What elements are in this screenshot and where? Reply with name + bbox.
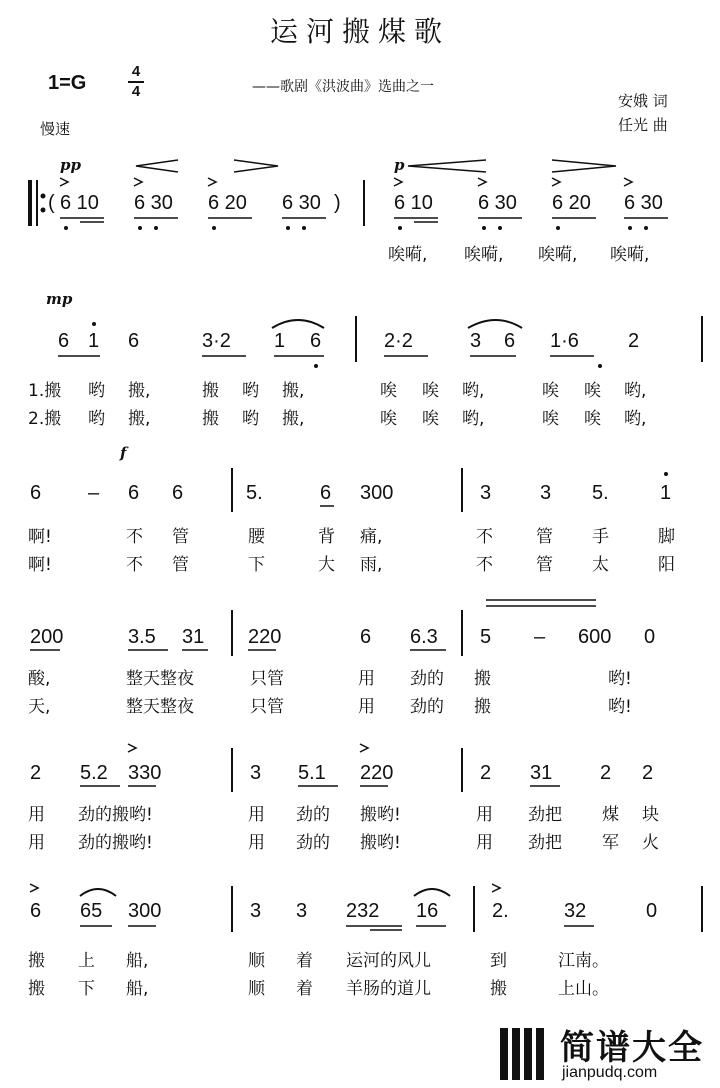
lyric-line bbox=[28, 522, 708, 546]
lyric-syllable: 唉嗬, bbox=[610, 245, 650, 265]
repeat-dot bbox=[41, 208, 46, 213]
lyric-syllable: 唉 bbox=[542, 409, 559, 429]
octave-dot bbox=[498, 226, 502, 230]
accent bbox=[394, 178, 402, 186]
lyric-syllable: 搬 bbox=[474, 697, 491, 717]
lyric-syllable: 背 bbox=[318, 527, 335, 547]
lyric-syllable: 用 bbox=[476, 833, 493, 853]
lyric-syllable: 搬 bbox=[490, 979, 507, 999]
octave-dot bbox=[628, 226, 632, 230]
note: 6 bbox=[30, 482, 42, 504]
octave-dot bbox=[664, 472, 668, 476]
lyric-syllable: 不 bbox=[126, 555, 143, 575]
note: 6 bbox=[172, 482, 184, 504]
lyric-syllable: 哟 bbox=[88, 409, 105, 429]
lyric-syllable: 搬 bbox=[202, 381, 219, 401]
lyric-syllable: 哟, bbox=[624, 381, 647, 401]
lyric-syllable: 哟 bbox=[88, 381, 105, 401]
note: 2 bbox=[30, 762, 42, 784]
lyric-syllable: 1.搬 bbox=[28, 381, 62, 401]
lyric-syllable: 管 bbox=[172, 527, 189, 547]
accent bbox=[208, 178, 216, 186]
note-group: 330 bbox=[128, 762, 162, 784]
lyric-syllable: 船, bbox=[126, 979, 149, 999]
lyric-syllable: 2.搬 bbox=[28, 409, 62, 429]
lyric-syllable: 搬, bbox=[128, 381, 151, 401]
octave-dot bbox=[314, 364, 318, 368]
accent bbox=[128, 744, 136, 752]
note: 3·2 bbox=[202, 330, 231, 352]
note-group: 600 bbox=[578, 626, 612, 648]
octave-dot bbox=[598, 364, 602, 368]
lyric-syllable: 脚 bbox=[658, 527, 675, 547]
lyric-line bbox=[28, 974, 708, 998]
lyric-syllable: 唉 bbox=[380, 381, 397, 401]
rest: 0 bbox=[644, 626, 656, 648]
lyric-syllable: 唉 bbox=[584, 409, 601, 429]
octave-dot bbox=[286, 226, 290, 230]
lyric-syllable: 块 bbox=[642, 805, 659, 825]
note-group: 6 10 bbox=[60, 192, 99, 214]
lyric-syllable: 管 bbox=[172, 555, 189, 575]
note: 2. bbox=[492, 900, 509, 922]
logo-url: jianpudq.com bbox=[562, 1064, 658, 1081]
slur bbox=[80, 889, 116, 896]
tempo-marking: 慢速 bbox=[40, 120, 71, 138]
note: 5 bbox=[480, 626, 492, 648]
key-signature: 1=G bbox=[48, 72, 87, 94]
note-group: 32 bbox=[564, 900, 587, 922]
lyric-syllable: 劲的 bbox=[410, 697, 444, 717]
lyric-syllable: 哟 bbox=[242, 381, 259, 401]
note: 2 bbox=[600, 762, 612, 784]
note-group: 16 bbox=[416, 900, 439, 922]
lyric-syllable: 只管 bbox=[250, 669, 284, 689]
note-group: 300 bbox=[128, 900, 162, 922]
lyric-syllable: 用 bbox=[476, 805, 493, 825]
note: 3 bbox=[470, 330, 482, 352]
lyric-syllable: 唉 bbox=[380, 409, 397, 429]
intro-close-paren: ) bbox=[334, 192, 341, 214]
lyric-line bbox=[28, 664, 708, 688]
lyric-syllable: 唉 bbox=[584, 381, 601, 401]
octave-dot bbox=[212, 226, 216, 230]
lyric-syllable: 船, bbox=[126, 951, 149, 971]
lyric-syllable: 到 bbox=[490, 951, 507, 971]
note: 2 bbox=[480, 762, 492, 784]
note-group: 3.5 bbox=[128, 626, 156, 648]
slur bbox=[272, 320, 324, 328]
note-group: 5.1 bbox=[298, 762, 326, 784]
note: 3 bbox=[250, 762, 262, 784]
note-group: 220 bbox=[360, 762, 394, 784]
lyric-syllable: 痛, bbox=[360, 527, 383, 547]
note: 3 bbox=[480, 482, 492, 504]
lyric-syllable: 下 bbox=[248, 555, 265, 575]
note-group: 31 bbox=[182, 626, 205, 648]
lyric-syllable: 太 bbox=[592, 555, 609, 575]
lyric-syllable: 着 bbox=[296, 951, 313, 971]
crescendo bbox=[408, 160, 486, 172]
octave-dot bbox=[138, 226, 142, 230]
note-group: 200 bbox=[30, 626, 64, 648]
lyric-syllable: 雨, bbox=[360, 555, 383, 575]
composer-credit: 任光 曲 bbox=[618, 116, 668, 134]
lyric-syllable: 哟, bbox=[462, 409, 485, 429]
note: 6 bbox=[310, 330, 322, 352]
lyric-syllable: 顺 bbox=[248, 951, 265, 971]
site-logo bbox=[498, 1020, 720, 1088]
note: 6 bbox=[128, 482, 140, 504]
lyric-syllable: 用 bbox=[248, 833, 265, 853]
lyric-line bbox=[28, 376, 708, 400]
lyric-syllable: 运河的风儿 bbox=[346, 951, 431, 971]
slur bbox=[468, 320, 522, 328]
note-group: 6 30 bbox=[134, 192, 173, 214]
note: 6 bbox=[128, 330, 140, 352]
lyric-syllable: 搬 bbox=[474, 669, 491, 689]
piano-keys-icon bbox=[498, 1024, 554, 1084]
lyric-line bbox=[28, 946, 708, 970]
lyric-syllable: 唉 bbox=[422, 381, 439, 401]
lyric-syllable: 酸, bbox=[28, 669, 51, 689]
lyric-syllable: 用 bbox=[28, 805, 45, 825]
lyric-line bbox=[388, 240, 688, 264]
note-group: 31 bbox=[530, 762, 553, 784]
note: 2·2 bbox=[384, 330, 413, 352]
lyric-syllable: 唉嗬, bbox=[538, 245, 578, 265]
lyric-syllable: 大 bbox=[318, 555, 335, 575]
lyric-line bbox=[28, 404, 708, 428]
note: 2 bbox=[642, 762, 654, 784]
lyric-syllable: 哟, bbox=[624, 409, 647, 429]
accent bbox=[492, 884, 500, 892]
octave-dot bbox=[556, 226, 560, 230]
lyric-syllable: 搬 bbox=[28, 979, 45, 999]
note: 6 bbox=[504, 330, 516, 352]
repeat-dot bbox=[41, 194, 46, 199]
lyric-syllable: 阳 bbox=[658, 555, 675, 575]
lyric-syllable: 不 bbox=[476, 555, 493, 575]
lyric-syllable: 着 bbox=[296, 979, 313, 999]
lyric-syllable: 腰 bbox=[248, 527, 265, 547]
lyric-syllable: 火 bbox=[642, 833, 659, 853]
lyric-syllable: 管 bbox=[536, 527, 553, 547]
octave-dot bbox=[398, 226, 402, 230]
lyric-syllable: 不 bbox=[126, 527, 143, 547]
lyric-syllable: 劲把 bbox=[528, 833, 562, 853]
lyric-syllable: 搬, bbox=[128, 409, 151, 429]
lyric-syllable: 下 bbox=[78, 979, 95, 999]
lyric-syllable: 搬哟! bbox=[360, 833, 401, 853]
lyric-syllable: 搬 bbox=[28, 951, 45, 971]
lyric-syllable: 劲把 bbox=[528, 805, 562, 825]
lyric-syllable: 哟, bbox=[462, 381, 485, 401]
note-group: 6 20 bbox=[208, 192, 247, 214]
octave-dot bbox=[644, 226, 648, 230]
lyric-syllable: 啊! bbox=[28, 555, 52, 575]
lyric-syllable: 唉嗬, bbox=[388, 245, 428, 265]
dynamic-f: f bbox=[120, 444, 127, 462]
lyric-syllable: 哟! bbox=[608, 669, 632, 689]
lyric-syllable: 搬, bbox=[282, 409, 305, 429]
note: – bbox=[88, 482, 100, 504]
accent bbox=[478, 178, 486, 186]
dynamic-mp: mp bbox=[46, 290, 73, 308]
note-group: 6 10 bbox=[394, 192, 433, 214]
note: 1 bbox=[660, 482, 672, 504]
accent bbox=[552, 178, 560, 186]
note: 2 bbox=[628, 330, 640, 352]
note: 6 bbox=[320, 482, 332, 504]
lyricist-credit: 安娥 词 bbox=[618, 92, 668, 110]
subtitle: ——歌剧《洪波曲》选曲之一 bbox=[252, 79, 434, 95]
lyric-line bbox=[28, 692, 708, 716]
octave-dot bbox=[302, 226, 306, 230]
accent bbox=[60, 178, 68, 186]
note: 1 bbox=[274, 330, 286, 352]
slur bbox=[414, 889, 450, 896]
lyric-syllable: 天, bbox=[28, 697, 51, 717]
note: 3 bbox=[296, 900, 308, 922]
song-title: 运河搬煤歌 bbox=[269, 15, 450, 48]
lyric-syllable: 搬 bbox=[202, 409, 219, 429]
accent bbox=[360, 744, 368, 752]
lyric-syllable: 哟! bbox=[608, 697, 632, 717]
lyric-syllable: 不 bbox=[476, 527, 493, 547]
accent bbox=[134, 178, 142, 186]
lyric-syllable: 唉 bbox=[542, 381, 559, 401]
decrescendo bbox=[552, 160, 616, 172]
octave-dot bbox=[154, 226, 158, 230]
lyric-line bbox=[28, 800, 708, 824]
lyric-syllable: 顺 bbox=[248, 979, 265, 999]
note-group: 65 bbox=[80, 900, 103, 922]
crescendo bbox=[136, 160, 178, 172]
note: 1·6 bbox=[550, 330, 579, 352]
lyric-syllable: 整天整夜 bbox=[126, 697, 194, 717]
accent bbox=[624, 178, 632, 186]
note-group: 6 30 bbox=[624, 192, 663, 214]
lyric-syllable: 只管 bbox=[250, 697, 284, 717]
lyric-syllable: 用 bbox=[28, 833, 45, 853]
note-group: 232 bbox=[346, 900, 380, 922]
lyric-syllable: 唉 bbox=[422, 409, 439, 429]
time-signature bbox=[128, 64, 144, 100]
note: 6 bbox=[58, 330, 70, 352]
note: 6 bbox=[360, 626, 372, 648]
lyric-syllable: 管 bbox=[536, 555, 553, 575]
note-group: 6.3 bbox=[410, 626, 438, 648]
lyric-syllable: 用 bbox=[358, 669, 375, 689]
rest: 0 bbox=[646, 900, 658, 922]
lyric-syllable: 劲的 bbox=[410, 669, 444, 689]
lyric-syllable: 劲的搬哟! bbox=[78, 805, 153, 825]
note-group: 220 bbox=[248, 626, 282, 648]
note-group: 6 30 bbox=[478, 192, 517, 214]
logo-text: 简谱大全 bbox=[560, 1028, 704, 1068]
note: 3 bbox=[540, 482, 552, 504]
note-group: 6 20 bbox=[552, 192, 591, 214]
time-signature-top: 4 bbox=[131, 63, 141, 80]
dynamic-p: p bbox=[394, 156, 405, 174]
accent bbox=[30, 884, 38, 892]
lyric-syllable: 军 bbox=[602, 833, 619, 853]
note: 300 bbox=[360, 482, 394, 504]
dynamic-pp: pp bbox=[60, 156, 81, 174]
note: 3 bbox=[250, 900, 262, 922]
lyric-line bbox=[28, 828, 708, 852]
lyric-syllable: 江南。 bbox=[558, 951, 609, 971]
decrescendo bbox=[234, 160, 278, 172]
lyric-syllable: 啊! bbox=[28, 527, 52, 547]
octave-dot bbox=[64, 226, 68, 230]
note: – bbox=[534, 626, 546, 648]
lyric-line bbox=[28, 550, 708, 574]
lyric-syllable: 上 bbox=[78, 951, 95, 971]
lyric-syllable: 搬哟! bbox=[360, 805, 401, 825]
lyric-syllable: 劲的 bbox=[296, 805, 330, 825]
lyric-syllable: 唉嗬, bbox=[464, 245, 504, 265]
note: 1 bbox=[88, 330, 100, 352]
lyric-syllable: 劲的 bbox=[296, 833, 330, 853]
time-signature-bottom: 4 bbox=[131, 83, 141, 100]
lyric-syllable: 用 bbox=[248, 805, 265, 825]
intro-open-paren: ( bbox=[48, 192, 55, 214]
lyric-syllable: 手 bbox=[592, 527, 609, 547]
lyric-syllable: 上山。 bbox=[558, 979, 609, 999]
lyric-syllable: 劲的搬哟! bbox=[78, 833, 153, 853]
note: 5. bbox=[592, 482, 609, 504]
lyric-syllable: 羊肠的道儿 bbox=[346, 979, 431, 999]
lyric-syllable: 整天整夜 bbox=[126, 669, 194, 689]
note-group: 5.2 bbox=[80, 762, 108, 784]
note-group: 6 30 bbox=[282, 192, 321, 214]
octave-dot bbox=[92, 322, 96, 326]
note: 6 bbox=[30, 900, 42, 922]
lyric-syllable: 煤 bbox=[602, 805, 619, 825]
octave-dot bbox=[482, 226, 486, 230]
lyric-syllable: 搬, bbox=[282, 381, 305, 401]
lyric-syllable: 哟 bbox=[242, 409, 259, 429]
lyric-syllable: 用 bbox=[358, 697, 375, 717]
note: 5. bbox=[246, 482, 263, 504]
